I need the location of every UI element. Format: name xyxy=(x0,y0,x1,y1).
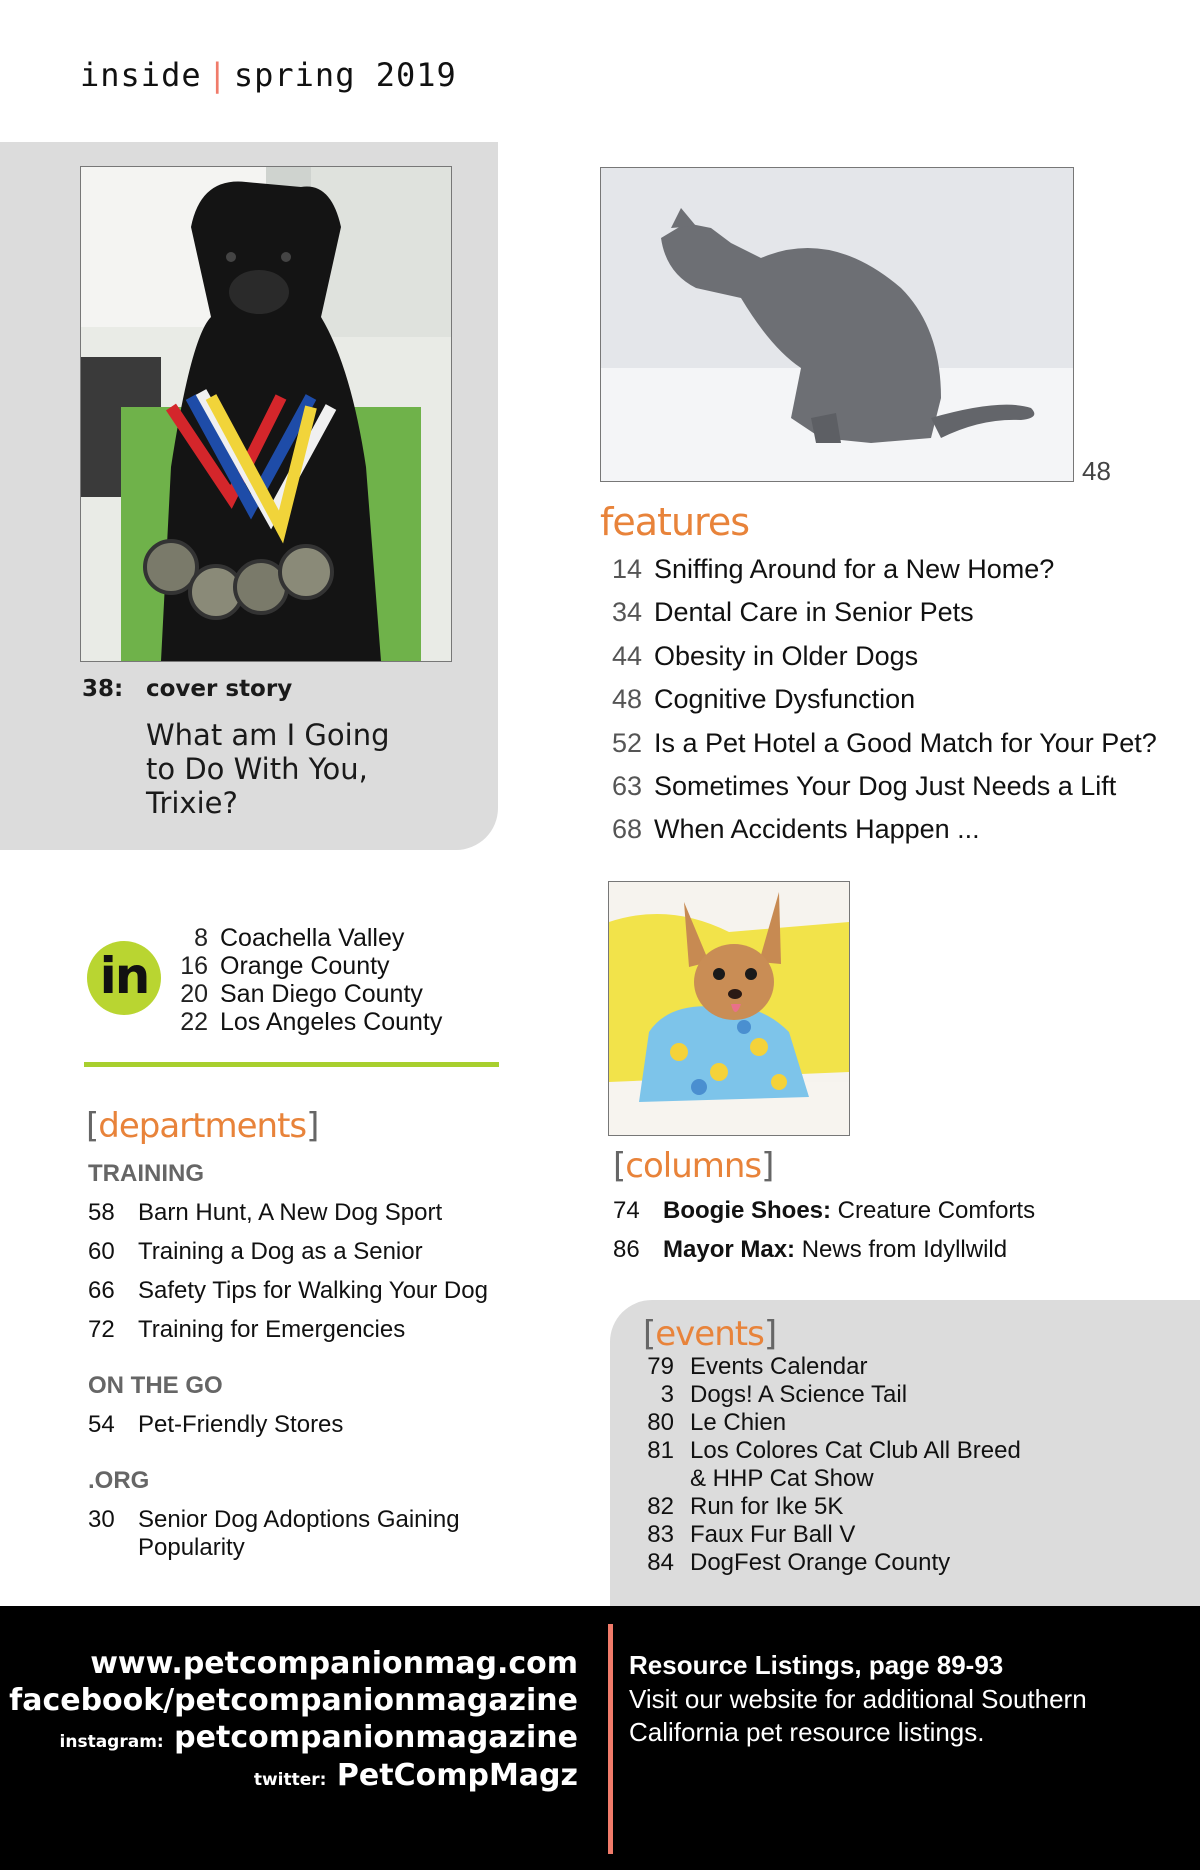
department-page: 30 xyxy=(88,1506,115,1533)
training-label: TRAINING xyxy=(88,1160,204,1187)
region-page: 8 xyxy=(194,924,208,952)
feature-item[interactable] xyxy=(612,554,1054,585)
in-region-badge: in xyxy=(87,941,161,1015)
department-item[interactable] xyxy=(88,1411,343,1439)
column-subtitle: News from Idyllwild xyxy=(795,1236,1008,1263)
gray-cat-illustration xyxy=(601,168,1073,481)
feature-item[interactable] xyxy=(612,597,974,628)
department-title: Pet-Friendly Stores xyxy=(138,1411,344,1438)
cover-dog-photo xyxy=(80,166,452,662)
events-heading xyxy=(643,1314,776,1354)
event-item[interactable] xyxy=(640,1493,843,1521)
feature-page: 44 xyxy=(612,641,643,671)
feature-title: When Accidents Happen ... xyxy=(654,814,980,844)
event-page: 83 xyxy=(647,1521,674,1548)
cover-title-line: Trixie? xyxy=(146,786,238,820)
department-title: Safety Tips for Walking Your Dog xyxy=(138,1277,488,1304)
event-title: Run for Ike 5K xyxy=(690,1493,844,1520)
event-title: Los Colores Cat Club All Breed xyxy=(690,1437,1021,1464)
event-page: 80 xyxy=(647,1409,674,1436)
event-item[interactable] xyxy=(640,1437,1021,1493)
feature-page: 52 xyxy=(612,728,643,758)
department-item[interactable] xyxy=(88,1199,442,1227)
event-item[interactable] xyxy=(640,1521,855,1549)
resource-listings-title: Resource Listings, page 89-93 xyxy=(629,1650,1004,1680)
on-the-go-label: ON THE GO xyxy=(88,1372,223,1399)
feature-item[interactable] xyxy=(612,728,1157,759)
department-title: Barn Hunt, A New Dog Sport xyxy=(138,1199,443,1226)
section-divider xyxy=(84,1062,499,1067)
event-title: Faux Fur Ball V xyxy=(690,1521,856,1548)
event-page: 79 xyxy=(647,1353,674,1380)
column-item[interactable] xyxy=(613,1236,1007,1264)
department-title: Training a Dog as a Senior xyxy=(138,1238,423,1265)
issue-header xyxy=(80,56,457,94)
instagram-handle: petcompanionmagazine xyxy=(174,1720,578,1755)
facebook-link[interactable]: facebook/petcompanionmagazine xyxy=(9,1683,578,1718)
column-subtitle: Creature Comforts xyxy=(831,1197,1036,1224)
department-title-continued: Popularity xyxy=(138,1534,245,1561)
column-page: 74 xyxy=(613,1197,640,1224)
chihuahua-photo xyxy=(608,881,850,1136)
event-title: Dogs! A Science Tail xyxy=(690,1381,908,1408)
event-page: 3 xyxy=(660,1381,674,1408)
cover-title-line: What am I Going xyxy=(146,718,390,752)
event-item[interactable] xyxy=(640,1381,907,1409)
features-heading: features xyxy=(600,500,749,544)
department-page: 58 xyxy=(88,1199,115,1226)
org-label: .ORG xyxy=(88,1467,150,1494)
bracket-close: ] xyxy=(306,1106,319,1146)
header-inside: inside xyxy=(80,56,202,94)
cover-story-page: 38: xyxy=(82,676,124,702)
instagram-line[interactable] xyxy=(60,1720,578,1755)
footer-divider xyxy=(608,1624,613,1854)
event-page: 84 xyxy=(647,1549,674,1576)
department-page: 60 xyxy=(88,1238,115,1265)
column-name: Boogie Shoes: xyxy=(663,1197,832,1224)
bracket-close: ] xyxy=(761,1146,774,1186)
department-page: 66 xyxy=(88,1277,115,1304)
bracket-open: [ xyxy=(86,1106,99,1146)
feature-item[interactable] xyxy=(612,684,915,715)
twitter-label: twitter: xyxy=(253,1770,327,1790)
column-page: 86 xyxy=(613,1236,640,1263)
department-item[interactable] xyxy=(88,1316,405,1344)
feature-item[interactable] xyxy=(612,771,1116,802)
website-link[interactable]: www.petcompanionmag.com xyxy=(90,1646,578,1681)
department-title: Training for Emergencies xyxy=(138,1316,406,1343)
feature-title: Cognitive Dysfunction xyxy=(654,684,916,714)
feature-title: Sometimes Your Dog Just Needs a Lift xyxy=(654,771,1117,801)
departments-title: departments xyxy=(98,1106,307,1146)
event-item[interactable] xyxy=(640,1409,786,1437)
event-item[interactable] xyxy=(640,1549,950,1577)
event-title: DogFest Orange County xyxy=(690,1549,951,1576)
bracket-close: ] xyxy=(763,1314,777,1354)
region-name: Los Angeles County xyxy=(220,1008,443,1036)
department-page: 72 xyxy=(88,1316,115,1343)
event-page: 81 xyxy=(647,1437,674,1464)
feature-title: Dental Care in Senior Pets xyxy=(654,597,974,627)
event-title-continued: & HHP Cat Show xyxy=(690,1465,874,1492)
event-title: Events Calendar xyxy=(690,1353,868,1380)
cat-photo-page-number: 48 xyxy=(1082,456,1111,486)
region-item[interactable] xyxy=(172,1008,442,1037)
twitter-handle: PetCompMagz xyxy=(336,1758,578,1793)
region-page: 20 xyxy=(180,980,208,1008)
resource-listings-text: Visit our website for additional Southern xyxy=(629,1684,1087,1714)
feature-title: Obesity in Older Dogs xyxy=(654,641,919,671)
department-item[interactable] xyxy=(88,1238,423,1266)
cover-title-line: to Do With You, xyxy=(146,752,368,786)
feature-page: 68 xyxy=(612,814,643,844)
region-name: San Diego County xyxy=(220,980,423,1008)
event-title: Le Chien xyxy=(690,1409,787,1436)
feature-title: Is a Pet Hotel a Good Match for Your Pet? xyxy=(654,728,1157,758)
department-page: 54 xyxy=(88,1411,115,1438)
event-item[interactable] xyxy=(640,1353,867,1381)
column-name: Mayor Max: xyxy=(663,1236,796,1263)
feature-page: 14 xyxy=(612,554,643,584)
bracket-open: [ xyxy=(613,1146,626,1186)
feature-title: Sniffing Around for a New Home? xyxy=(654,554,1055,584)
region-name: Orange County xyxy=(220,952,390,980)
region-item[interactable] xyxy=(172,924,404,953)
cover-story-label: cover story xyxy=(146,676,293,702)
chihuahua-in-pajamas-illustration xyxy=(609,882,849,1135)
cat-photo xyxy=(600,167,1074,482)
events-title: events xyxy=(655,1314,764,1354)
region-item[interactable] xyxy=(172,952,390,981)
feature-page: 63 xyxy=(612,771,643,801)
feature-page: 48 xyxy=(612,684,643,714)
instagram-label: instagram: xyxy=(59,1732,164,1752)
dog-with-medals-illustration xyxy=(81,167,451,661)
columns-title: columns xyxy=(625,1146,762,1186)
feature-page: 34 xyxy=(612,597,643,627)
twitter-line[interactable] xyxy=(254,1758,578,1793)
feature-item[interactable] xyxy=(612,641,918,672)
department-item[interactable] xyxy=(88,1277,488,1305)
event-page: 82 xyxy=(647,1493,674,1520)
cover-story-title[interactable] xyxy=(146,718,446,820)
department-title: Senior Dog Adoptions Gaining xyxy=(138,1506,460,1533)
feature-item[interactable] xyxy=(612,814,980,845)
region-item[interactable] xyxy=(172,980,423,1009)
departments-heading xyxy=(86,1106,318,1146)
header-divider: | xyxy=(207,56,228,94)
resource-listings-text: California pet resource listings. xyxy=(629,1717,985,1747)
bracket-open: [ xyxy=(643,1314,656,1354)
region-page: 22 xyxy=(180,1008,208,1036)
region-page: 16 xyxy=(180,952,208,980)
region-name: Coachella Valley xyxy=(220,924,405,952)
department-item[interactable] xyxy=(88,1506,460,1562)
columns-heading xyxy=(613,1146,773,1186)
column-item[interactable] xyxy=(613,1197,1035,1225)
header-season: spring 2019 xyxy=(233,56,457,94)
